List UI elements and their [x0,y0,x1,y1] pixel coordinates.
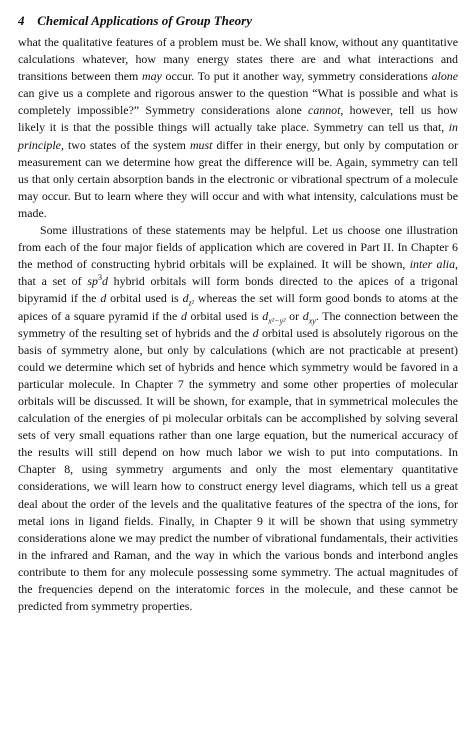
text-run: hybrid orbitals will form bonds directed to the apices of a trigonal bipyramid if the [18,274,458,306]
text-run: can give us a complete and rigorous answer to the question “What is possible and what is completely impossible?” Symmetry considerations alone [18,86,458,118]
text-run: d [262,308,269,323]
text-run: 3 [97,273,102,283]
text-run: in principle [18,120,458,152]
text-run: xy [308,315,316,325]
page-number: 4 [18,13,25,28]
text-run: d [302,308,309,323]
text-run: may [142,69,162,84]
running-head [18,8,458,34]
paragraph-1 [18,34,458,222]
text-run: . The connection between the symmetry of the resulting set of hybrids and the [18,308,458,340]
text-run: x²−y² [268,315,286,325]
text-run: orbital used is [186,308,263,323]
text-run: Some illustrations of these statements may be helpful. Let us choose one illustration from each of the four major fields of application which are covered in Part II. In Chapter 6 the method of constructing hybrid orbitals will be explained. It will be shown, [18,223,458,272]
paragraph-2 [18,222,458,615]
text-run: orbital used is absolutely rigorous on the basis of symmetry alone, but only by calculations (which are not practicable at present) could we determine which set of hybrids and hence which symmetry would be favored in a particular molecule. In Chapter 7 the symmetry and some other properties of molecular orbitals will be discussed. It will be shown, for example, that in symmetrical molecules the calculation of the energies of pi molecular orbitals can be accomplished by solving several sets of very small equations rather than one large equation, but the numerical accuracy of the results will still depend on how much labor we wish to put into computations. In Chapter 8, using symmetry arguments and only the most elementary quantitative considerations, we will learn how to construct energy level diagrams, which tell us a great deal about the order of the levels and the qualitative features of the spectra of the ions, for metal ions in ligand fields. Finally, in Chapter 9 it will be shown that using symmetry considerations alone we may predict the number of vibrational fundamentals, their activities in the infrared and Raman, and the way in which the various bonds and interbond angles contribute to them for any molecule possessing some symmetry. The actual magnitudes of the frequencies depend on the interatomic forces in the molecule, and these cannot be predicted from symmetry properties. [18,325,458,614]
text-run: or [285,308,303,323]
text-run: d [252,325,259,340]
body-text [18,34,458,615]
text-run: orbital used is [106,291,183,306]
text-run: alone [431,69,458,84]
text-run: d [101,274,108,289]
text-run: z² [188,298,195,308]
book-page [18,8,458,615]
text-run: d [180,308,187,323]
text-run: d [182,291,189,306]
text-run: differ in their energy, but only by computation or measurement can we determine how great the difference will be. Again, symmetry can tell us that only certain absorption bands in the electronic or vibrational spectrum of a molecule may occur. But to learn where they will occur and with what intensity, calculations must be made. [18,137,458,220]
text-run: what the qualitative features of a problem must be. We shall know, without any quantitative calculations whatever, how many energy states there are and what interactions and transitions between them [18,35,458,84]
text-run: d [100,291,107,306]
text-run: , however, tell us how likely it is that the possible things will actually take place. Symmetry can tell us that, [18,103,458,135]
text-run: occur. To put it another way, symmetry considerations [161,69,432,84]
text-run: must [189,137,213,152]
running-title: Chemical Applications of Group Theory [37,13,252,28]
text-run: cannot [308,103,341,118]
text-run: , two states of the system [60,137,190,152]
text-run: , that a set of [18,257,458,289]
text-run: inter alia [409,257,456,272]
text-run: sp [87,274,98,289]
text-run: whereas the set will form good bonds to atoms at the apices of a square pyramid if the [18,291,458,323]
